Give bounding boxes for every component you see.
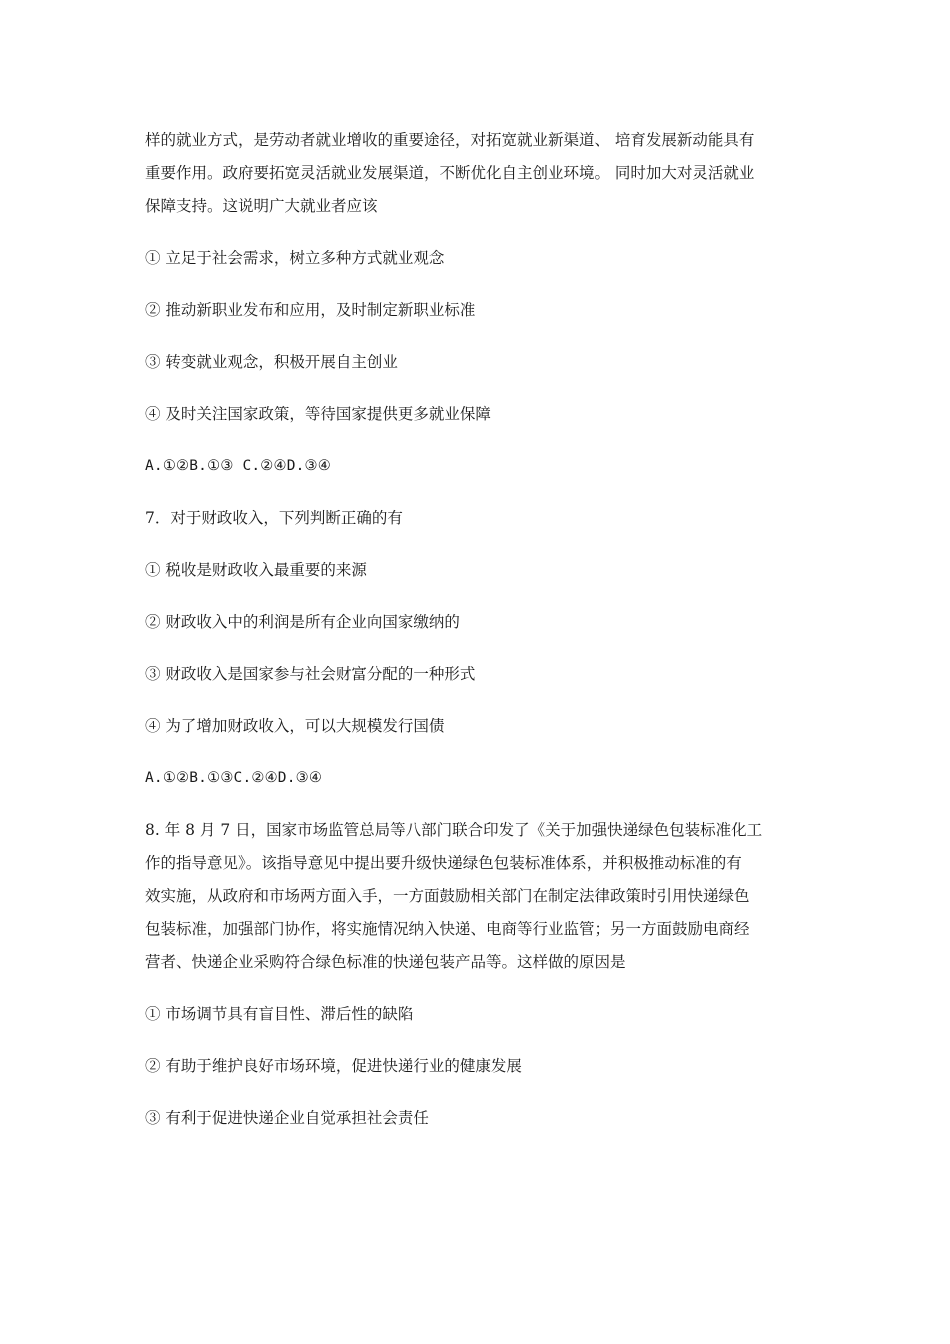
question-6-option-1: ① 立足于社会需求，树立多种方式就业观念 [145,249,445,267]
stem-line: 包装标准，加强部门协作，将实施情况纳入快递、电商等行业监管；另一方面鼓励电商经 [145,920,750,938]
question-8-stem [145,814,813,979]
question-8-option-3: ③ 有利于促进快递企业自觉承担社会责任 [145,1109,429,1127]
stem-line: 8. 年 8 月 7 日，国家市场监管总局等八部门联合印发了《关于加强快递绿色包装标准化工 [145,821,763,839]
question-7-option-1: ① 税收是财政收入最重要的来源 [145,561,367,579]
question-7-option-3: ③ 财政收入是国家参与社会财富分配的一种形式 [145,665,476,683]
question-6-choices: A.①②B.①③ C.②④D.③④ [145,458,331,474]
stem-line: 作的指导意见》。该指导意见中提出要升级快递绿色包装标准体系，并积极推动标准的有 [145,854,742,872]
question-6-option-2: ② 推动新职业发布和应用，及时制定新职业标准 [145,301,476,319]
question-6-stem [145,124,813,223]
stem-line: 保障支持。这说明广大就业者应该 [145,197,378,215]
question-8-option-1: ① 市场调节具有盲目性、滞后性的缺陷 [145,1005,414,1023]
stem-line: 效实施，从政府和市场两方面入手，一方面鼓励相关部门在制定法律政策时引用快递绿色 [145,887,750,905]
question-7-option-2: ② 财政收入中的利润是所有企业向国家缴纳的 [145,613,460,631]
stem-line: 样的就业方式，是劳动者就业增收的重要途径，对拓宽就业新渠道、 培育发展新动能具有 [145,131,755,149]
question-6-option-3: ③ 转变就业观念，积极开展自主创业 [145,353,398,371]
question-7-option-4: ④ 为了增加财政收入，可以大规模发行国债 [145,717,445,735]
question-6-option-4: ④ 及时关注国家政策，等待国家提供更多就业保障 [145,405,491,423]
stem-line: 重要作用。政府要拓宽灵活就业发展渠道，不断优化自主创业环境。 同时加大对灵活就业 [145,164,755,182]
stem-line: 营者、快递企业采购符合绿色标准的快递包装产品等。这样做的原因是 [145,953,626,971]
question-7-stem: 7．对于财政收入，下列判断正确的有 [145,509,403,527]
question-8-option-2: ② 有助于维护良好市场环境，促进快递行业的健康发展 [145,1057,522,1075]
document-page [145,124,813,1135]
question-7-choices: A.①②B.①③C.②④D.③④ [145,770,323,786]
